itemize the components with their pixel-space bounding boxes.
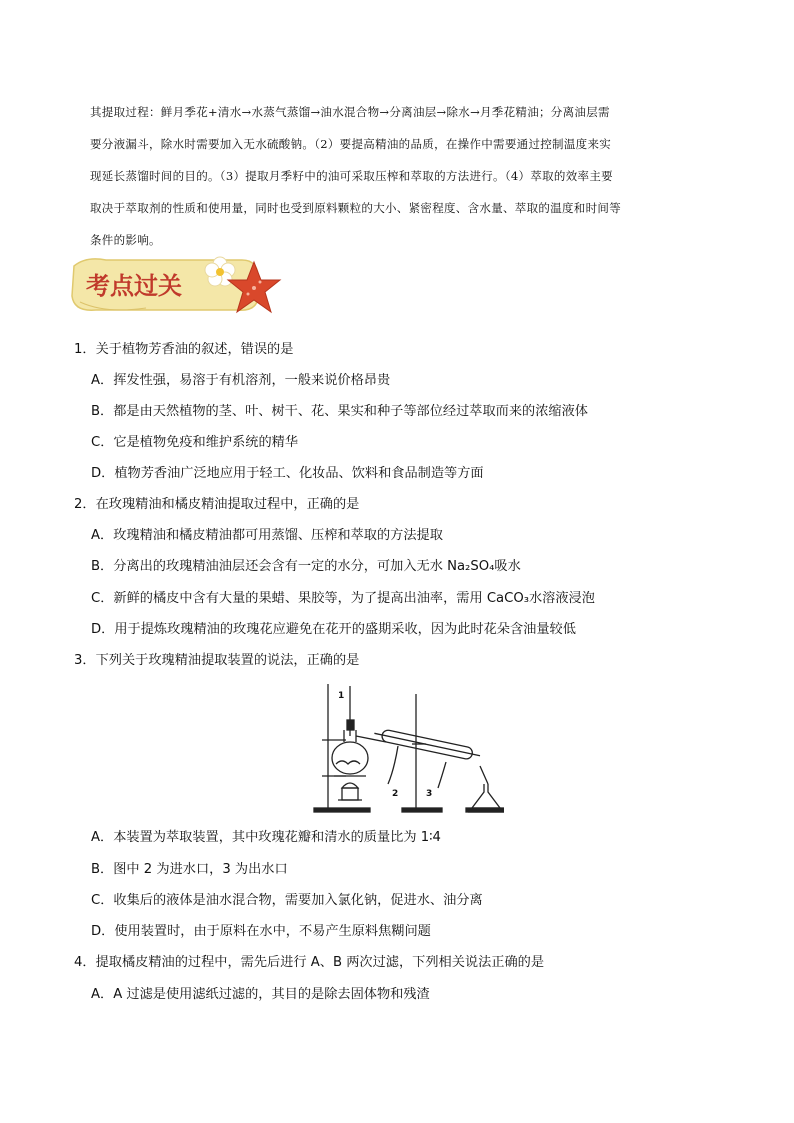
figure-label-2: 2: [392, 789, 399, 799]
question-stem: 1．关于植物芳香油的叙述，错误的是: [74, 342, 294, 357]
option-a: A．本装置为萃取装置，其中玫瑰花瓣和清水的质量比为 1∶4: [91, 830, 441, 845]
question-stem: 3．下列关于玫瑰精油提取装置的说法，正确的是: [74, 653, 360, 668]
option-b: B．图中 2 为进水口，3 为出水口: [91, 862, 288, 877]
figure-label-1: 1: [338, 691, 345, 701]
section-banner: [66, 252, 286, 318]
intro-line: 要分液漏斗，除水时需要加入无水硫酸钠。（2）要提高精油的品质，在操作中需要通过控制温度来实: [90, 137, 612, 151]
intro-paragraph: [90, 96, 720, 256]
intro-line: 其提取过程：鲜月季花+清水→水蒸气蒸馏→油水混合物→分离油层→除水→月季花精油；分离油层需: [90, 105, 610, 119]
distillation-apparatus-figure: [308, 680, 504, 816]
banner-title: 考点过关: [86, 271, 182, 300]
banner-graphic: [66, 252, 286, 318]
option-a: A．A 过滤是使用滤纸过滤的，其目的是除去固体物和残渣: [91, 987, 430, 1002]
option-a: A．挥发性强，易溶于有机溶剂，一般来说价格昂贵: [91, 373, 391, 388]
intro-line: 条件的影响。: [90, 233, 161, 247]
intro-line: 取决于萃取剂的性质和使用量，同时也受到原料颗粒的大小、紧密程度、含水量、萃取的温度和时间等: [90, 201, 621, 215]
intro-line: 现延长蒸馏时间的目的。（3）提取月季籽中的油可采取压榨和萃取的方法进行。（4）萃取的效率主要: [90, 169, 613, 183]
question-stem: 2．在玫瑰精油和橘皮精油提取过程中，正确的是: [74, 497, 360, 512]
question-stem: 4．提取橘皮精油的过程中，需先后进行 A、B 两次过滤，下列相关说法正确的是: [74, 955, 545, 970]
option-b: B．都是由天然植物的茎、叶、树干、花、果实和种子等部位经过萃取而来的浓缩液体: [91, 404, 588, 419]
option-d: D．使用装置时，由于原料在水中，不易产生原料焦糊问题: [91, 924, 431, 939]
option-b: B．分离出的玫瑰精油油层还会含有一定的水分，可加入无水 Na₂SO₄吸水: [91, 559, 521, 574]
option-c: C．它是植物免疫和维护系统的精华: [91, 435, 299, 450]
option-d: D．植物芳香油广泛地应用于轻工、化妆品、饮料和食品制造等方面: [91, 466, 484, 481]
option-d: D．用于提炼玫瑰精油的玫瑰花应避免在花开的盛期采收，因为此时花朵含油量较低: [91, 622, 576, 637]
option-c: C．新鲜的橘皮中含有大量的果蜡、果胶等，为了提高出油率，需用 CaCO₃水溶液浸泡: [91, 591, 595, 606]
option-c: C．收集后的液体是油水混合物，需要加入氯化钠，促进水、油分离: [91, 893, 483, 908]
apparatus-drawing: [308, 680, 504, 816]
figure-label-3: 3: [426, 789, 433, 799]
option-a: A．玫瑰精油和橘皮精油都可用蒸馏、压榨和萃取的方法提取: [91, 528, 443, 543]
